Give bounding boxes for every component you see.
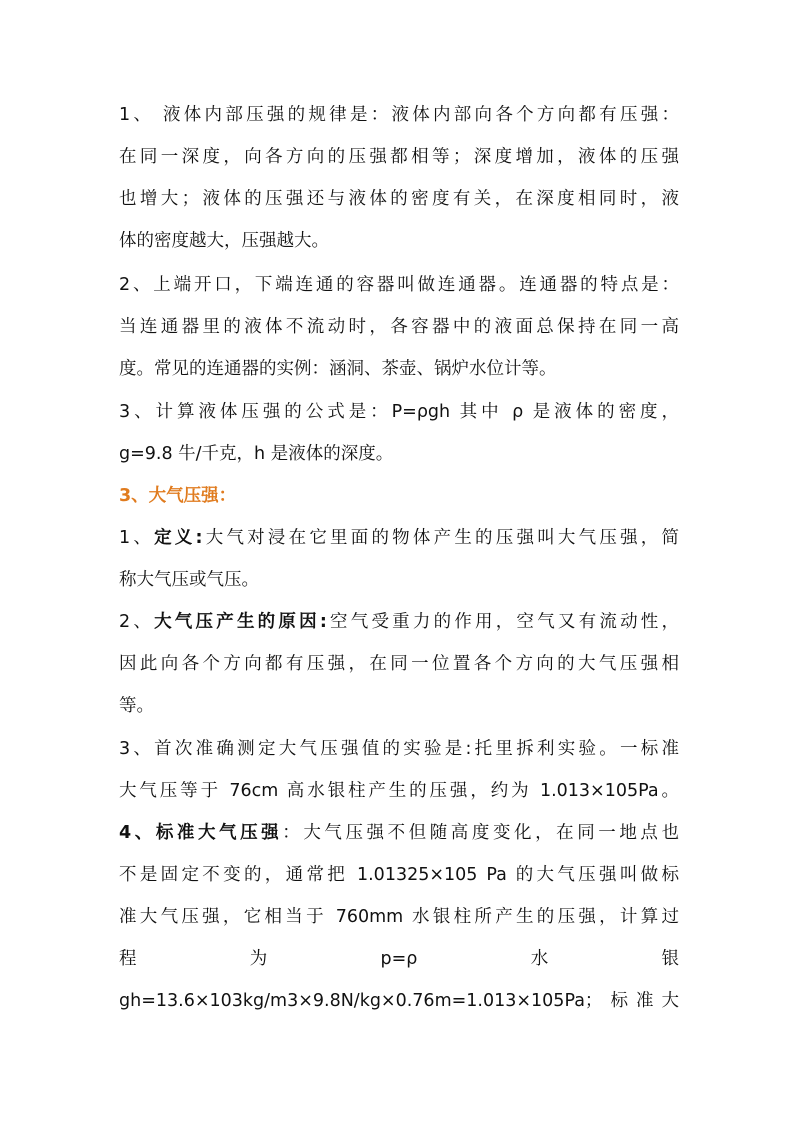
paragraph-line: 等。 <box>119 696 154 716</box>
spread-line <box>119 944 679 974</box>
spread-word: 程 <box>119 949 137 969</box>
paragraph-line: 不是固定不变的，通常把 1.01325×105 Pa 的大气压强叫做标 <box>119 865 679 885</box>
definition-line <box>119 523 679 553</box>
item-term: 大气压产生的原因: <box>154 612 327 632</box>
item-text: 空气受重力的作用，空气又有流动性， <box>326 612 680 632</box>
paragraph-line: 度。常见的连通器的实例：涵洞、茶壶、锅炉水位计等。 <box>119 359 557 379</box>
cause-line <box>119 607 679 637</box>
item-prefix: 1、 <box>119 528 155 548</box>
paragraph-line: 当连通器里的液体不流动时，各容器中的液面总保持在同一高 <box>119 317 679 337</box>
paragraph-line: 准大气压强，它相当于 760mm 水银柱所产生的压强，计算过 <box>119 907 679 927</box>
paragraph-line: 3、首次准确测定大气压强值的实验是:托里拆利实验。一标准 <box>119 739 679 759</box>
paragraph-line: 1、 液体内部压强的规律是：液体内部向各个方向都有压强： <box>119 105 679 125</box>
paragraph-line: g=9.8 牛/千克，h 是液体的深度。 <box>119 444 394 464</box>
standard-pressure-line <box>119 818 679 848</box>
spread-word: 为 <box>249 949 268 969</box>
item-prefix: 2、 <box>119 612 155 632</box>
paragraph-line: 3、计算液体压强的公式是：P=ρgh 其中 ρ 是液体的密度， <box>119 402 679 422</box>
formula-line: gh=13.6×103kg/m3×9.8N/kg×0.76m=1.013×105Pa；标准大 <box>119 991 679 1011</box>
section-heading: 3、大气压强： <box>119 486 237 506</box>
item-text: 大气对浸在它里面的物体产生的压强叫大气压强，简 <box>202 528 680 548</box>
paragraph-line: 称大气压或气压。 <box>119 570 259 590</box>
spread-word: 水 <box>530 949 549 969</box>
item-text: ：大气压强不但随高度变化，在同一地点也 <box>282 823 680 843</box>
paragraph-line: 因此向各个方向都有压强，在同一位置各个方向的大气压强相 <box>119 654 679 674</box>
paragraph-line: 在同一深度，向各方向的压强都相等；深度增加，液体的压强 <box>119 147 679 167</box>
paragraph-line: 2、上端开口，下端连通的容器叫做连通器。连通器的特点是： <box>119 275 679 295</box>
item-term: 定义: <box>154 528 203 548</box>
spread-word: p=ρ <box>380 949 418 969</box>
paragraph-line: 也增大；液体的压强还与液体的密度有关，在深度相同时，液 <box>119 189 679 209</box>
spread-word: 银 <box>661 949 679 969</box>
item-prefix: 4、 <box>119 823 156 843</box>
item-term: 标准大气压强 <box>155 823 283 843</box>
paragraph-line: 大气压等于 76cm 高水银柱产生的压强，约为 1.013×105Pa。 <box>119 781 679 801</box>
paragraph-line: 体的密度越大，压强越大。 <box>119 231 329 251</box>
